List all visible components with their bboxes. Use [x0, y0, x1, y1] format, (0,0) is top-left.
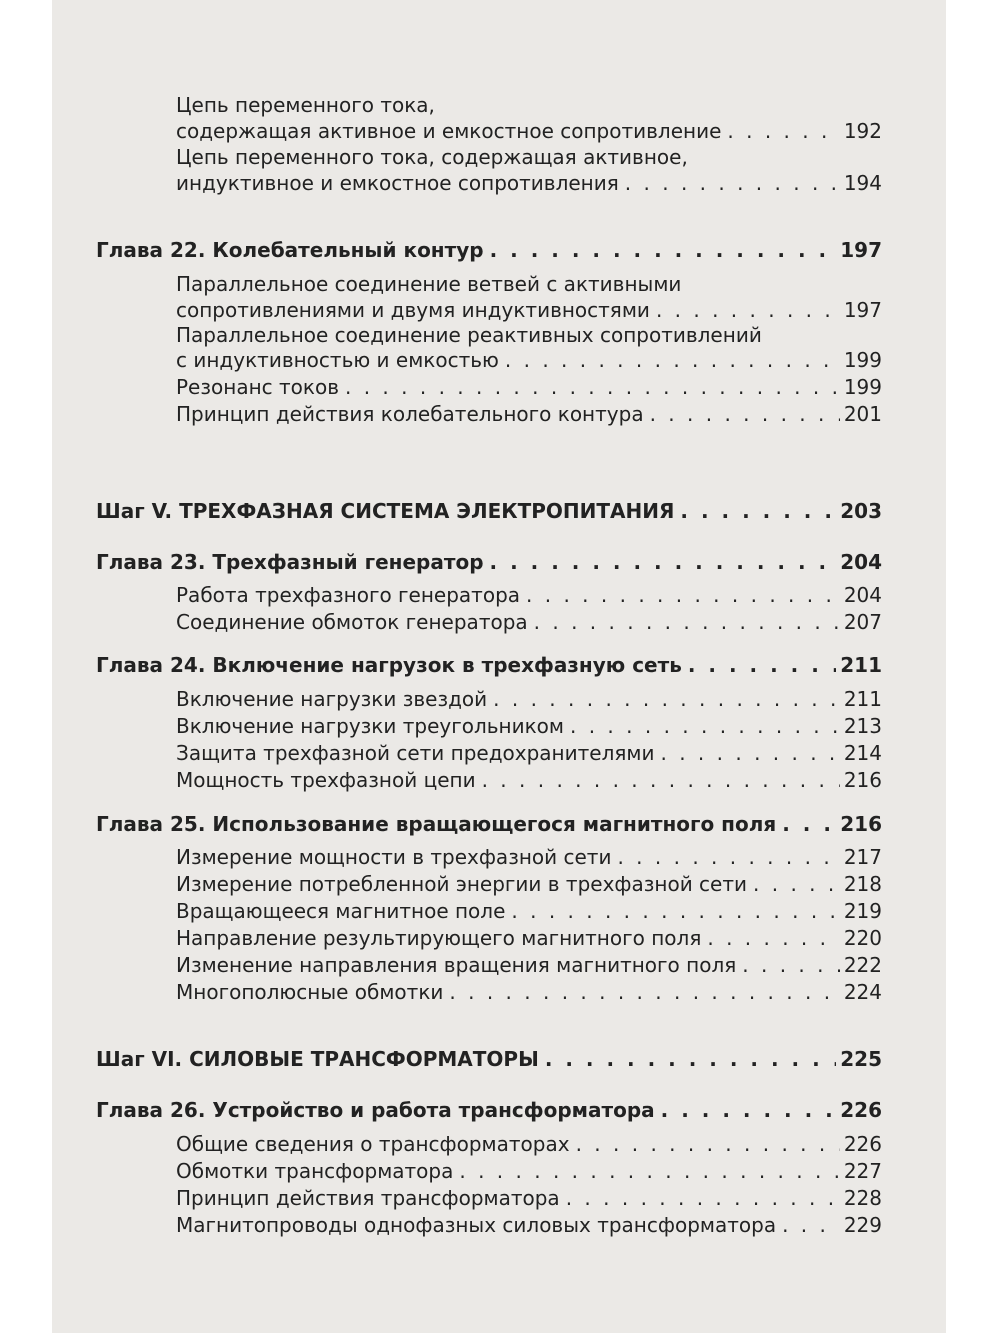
dot-leader: [782, 811, 836, 837]
toc-page-number: 207: [843, 610, 882, 634]
toc-page-number: 197: [840, 238, 882, 262]
toc-entry: [176, 170, 882, 196]
toc-part: [96, 1046, 882, 1072]
dot-leader: [625, 170, 840, 196]
toc-page-number: 211: [840, 653, 882, 677]
toc-entry-title: Магнитопроводы однофазных силовых трансформатора: [176, 1213, 777, 1237]
chapter-title: Глава 25. Использование вращающегося магнитного поля: [96, 812, 777, 836]
toc-page-number: 213: [843, 714, 882, 738]
dot-leader: [490, 549, 837, 575]
toc-page-number: 199: [843, 348, 882, 372]
toc-page-number: 227: [843, 1159, 882, 1183]
dot-leader: [688, 652, 836, 678]
dot-leader: [656, 297, 840, 323]
dot-leader: [680, 498, 836, 524]
dot-leader: [753, 871, 840, 897]
toc-entry-title: Мощность трехфазной цепи: [176, 768, 476, 792]
toc-page-number: 224: [843, 980, 882, 1004]
toc-entry-title: Включение нагрузки треугольником: [176, 714, 564, 738]
dot-leader: [482, 767, 840, 793]
toc-entry-line: Цепь переменного тока, содержащая активное,: [176, 145, 688, 169]
toc-entry-title: с индуктивностью и емкостью: [176, 348, 499, 372]
toc-page-number: 222: [843, 953, 882, 977]
toc-entry-title: Измерение мощности в трехфазной сети: [176, 845, 612, 869]
toc-entry-title: Принцип действия колебательного контура: [176, 402, 644, 426]
part-title: Шаг V. ТРЕХФАЗНАЯ СИСТЕМА ЭЛЕКТРОПИТАНИЯ: [96, 499, 675, 523]
dot-leader: [566, 1185, 840, 1211]
toc-entry-title: Измерение потребленной энергии в трехфазной сети: [176, 872, 748, 896]
toc-entry: [176, 713, 882, 739]
dot-leader: [650, 401, 840, 427]
toc-part: [96, 498, 882, 524]
toc-entry: [176, 374, 882, 400]
dot-leader: [505, 347, 840, 373]
toc-entry-title: Изменение направления вращения магнитного поля: [176, 953, 737, 977]
toc-entry: [176, 609, 882, 635]
toc-page-number: 225: [840, 1047, 882, 1071]
chapter-title: Глава 22. Колебательный контур: [96, 238, 484, 262]
toc-entry: [176, 297, 882, 323]
toc-entry: [176, 1131, 882, 1157]
toc-entry-title: Защита трехфазной сети предохранителями: [176, 741, 655, 765]
toc-chapter: [96, 811, 882, 837]
toc-page-number: 203: [840, 499, 882, 523]
dot-leader: [727, 118, 839, 144]
dot-leader: [570, 713, 840, 739]
dot-leader: [742, 952, 840, 978]
dot-leader: [661, 740, 840, 766]
toc-entry: [176, 952, 882, 978]
toc-page-number: 204: [843, 583, 882, 607]
chapter-title: Глава 24. Включение нагрузок в трехфазную сеть: [96, 653, 682, 677]
dot-leader: [459, 1158, 839, 1184]
toc-entry-title: Соединение обмоток генератора: [176, 610, 528, 634]
chapter-title: Глава 23. Трехфазный генератор: [96, 550, 484, 574]
toc-entry-title: содержащая активное и емкостное сопротивление: [176, 119, 722, 143]
toc-entry-title: Общие сведения о трансформаторах: [176, 1132, 570, 1156]
toc-chapter: [96, 549, 882, 575]
chapter-title: Глава 26. Устройство и работа трансформатора: [96, 1098, 655, 1122]
toc-entry-title: Работа трехфазного генератора: [176, 583, 521, 607]
dot-leader: [617, 844, 839, 870]
toc-page-number: 228: [843, 1186, 882, 1210]
toc-entry: [176, 871, 882, 897]
toc-page-number: 219: [843, 899, 882, 923]
toc-entry-title: Обмотки трансформатора: [176, 1159, 454, 1183]
toc-entry-title: Включение нагрузки звездой: [176, 687, 488, 711]
toc-page-number: 226: [840, 1098, 882, 1122]
toc-entry: [176, 979, 882, 1005]
dot-leader: [511, 898, 839, 924]
toc-page-number: 226: [843, 1132, 882, 1156]
toc-page-number: 194: [843, 171, 882, 195]
dot-leader: [707, 925, 839, 951]
toc-entry-line: Параллельное соединение реактивных сопротивлений: [176, 323, 762, 347]
toc-entry: [176, 767, 882, 793]
toc-page-number: 211: [843, 687, 882, 711]
toc-page-number: 199: [843, 375, 882, 399]
toc-entry: [176, 844, 882, 870]
toc-page-number: 216: [840, 812, 882, 836]
dot-leader: [545, 1046, 836, 1072]
dot-leader: [782, 1212, 840, 1238]
toc-page-number: 197: [843, 298, 882, 322]
toc-page-number: 217: [843, 845, 882, 869]
dot-leader: [534, 609, 840, 635]
toc-entry-title: Вращающееся магнитное поле: [176, 899, 506, 923]
dot-leader: [661, 1097, 837, 1123]
toc-page-number: 201: [843, 402, 882, 426]
toc-entry: [176, 740, 882, 766]
toc-page-number: 220: [843, 926, 882, 950]
dot-leader: [449, 979, 839, 1005]
dot-leader: [345, 374, 840, 400]
toc-entry-title: индуктивное и емкостное сопротивления: [176, 171, 619, 195]
toc-page-number: 229: [843, 1213, 882, 1237]
toc-page-number: 216: [843, 768, 882, 792]
toc-entry: [176, 1212, 882, 1238]
toc-entry: [176, 686, 882, 712]
toc-page-number: 192: [843, 119, 882, 143]
toc-entry-title: Направление результирующего магнитного поля: [176, 926, 702, 950]
toc-entry-title: Принцип действия трансформатора: [176, 1186, 560, 1210]
toc-entry: [176, 1185, 882, 1211]
toc-chapter: [96, 652, 882, 678]
toc-entry-title: Многополюсные обмотки: [176, 980, 444, 1004]
dot-leader: [526, 582, 840, 608]
toc-chapter: [96, 237, 882, 263]
toc-entry-title: сопротивлениями и двумя индуктивностями: [176, 298, 650, 322]
toc-page-number: 214: [843, 741, 882, 765]
toc-entry: [176, 925, 882, 951]
toc-entry: [176, 1158, 882, 1184]
toc-entry: [176, 401, 882, 427]
toc-entry-line: Цепь переменного тока,: [176, 93, 435, 117]
toc-chapter: [96, 1097, 882, 1123]
toc-page-number: 204: [840, 550, 882, 574]
dot-leader: [490, 237, 837, 263]
toc-entry: [176, 898, 882, 924]
toc-entry-title: Резонанс токов: [176, 375, 339, 399]
toc-entry: [176, 118, 882, 144]
dot-leader: [493, 686, 840, 712]
toc-page-number: 218: [843, 872, 882, 896]
toc-entry-line: Параллельное соединение ветвей с активными: [176, 272, 682, 296]
toc-entry: [176, 582, 882, 608]
dot-leader: [576, 1131, 840, 1157]
part-title: Шаг VI. СИЛОВЫЕ ТРАНСФОРМАТОРЫ: [96, 1047, 539, 1071]
toc-entry: [176, 347, 882, 373]
